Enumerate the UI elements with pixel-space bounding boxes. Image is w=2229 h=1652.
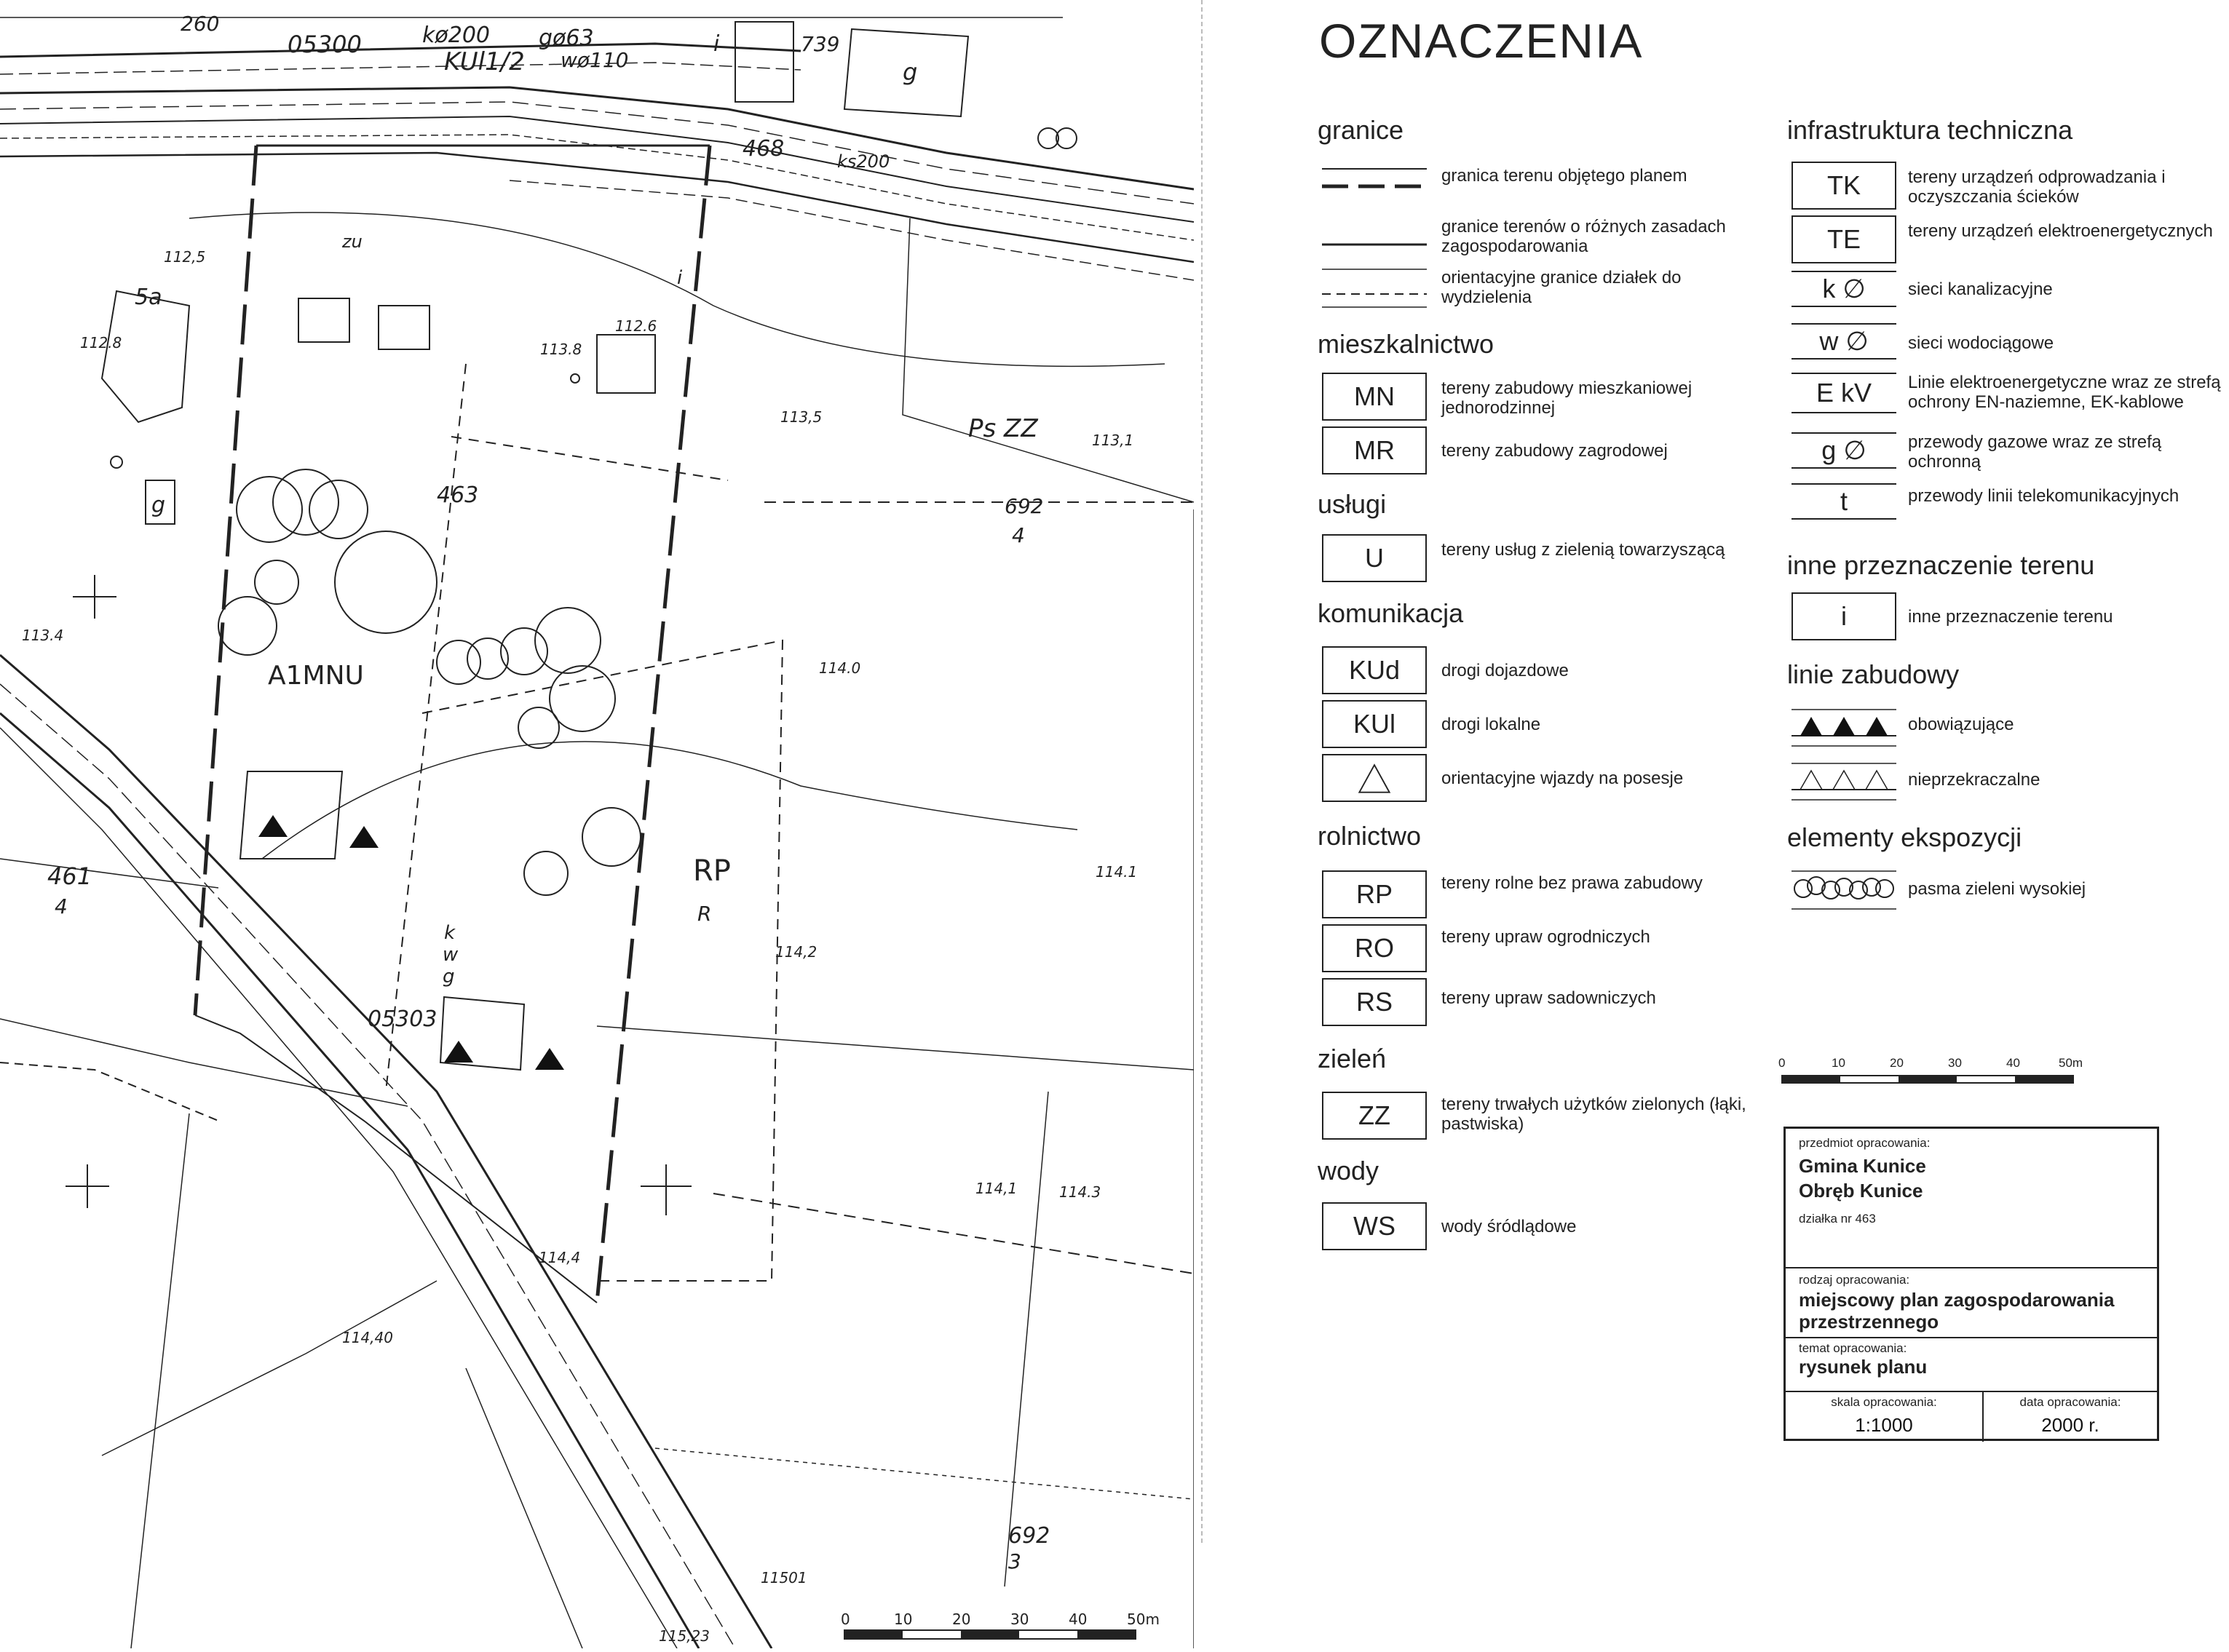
legend-symbol-k: k ∅: [1791, 271, 1896, 307]
legend-section-inne: inne przeznaczenie terenu: [1787, 550, 2095, 580]
map-label-113-8: 113.8: [540, 341, 582, 358]
map-label-468: 468: [743, 136, 785, 162]
map-label-113-4: 113.4: [22, 627, 64, 644]
legend-symbol-tk: TK: [1791, 162, 1896, 210]
map-label-i-top: i: [713, 31, 720, 57]
legend-symbol-t: t: [1791, 483, 1896, 520]
legend-desc: wody śródlądowe: [1441, 1217, 1577, 1236]
map-scale-tick: 50m: [1127, 1611, 1160, 1628]
legend-desc: tereny rolne bez prawa zabudowy: [1441, 873, 1703, 893]
plan-boundary-symbol: [1322, 162, 1427, 210]
nonexceedable-building-line-symbol: [1791, 757, 1896, 805]
map-label-461: 461: [47, 862, 92, 890]
legend-symbol-i: i: [1791, 592, 1896, 640]
map-label-692b: 692: [1008, 1523, 1050, 1549]
legend-desc: tereny zabudowy zagrodowej: [1441, 441, 1668, 461]
map-label-739: 739: [801, 32, 840, 56]
legend-desc: granica terenu objętego planem: [1441, 166, 1687, 186]
legend-item: [1318, 870, 1754, 918]
legend-item: [1318, 1202, 1754, 1250]
legend-item: [1318, 162, 1754, 210]
date-label: data opracowania:: [2019, 1395, 2121, 1409]
legend-item: [1318, 213, 1754, 261]
page-divider: [1201, 0, 1203, 1543]
legend-desc: orientacyjne granice działek do wydzielenia: [1441, 268, 1682, 307]
legend-scale-tick: 20: [1890, 1056, 1904, 1070]
legend-section-uslugi: usługi: [1318, 489, 1387, 519]
legend-item: [1318, 1092, 1754, 1140]
legend-item: [1318, 646, 1754, 694]
map-label-114-1b: 114,1: [975, 1180, 1018, 1197]
map-label-05303: 05303: [368, 1006, 438, 1032]
legend-desc: drogi dojazdowe: [1441, 661, 1569, 680]
legend-section-komunikacja: komunikacja: [1318, 598, 1464, 628]
legend-scale-tick: 0: [1778, 1056, 1786, 1070]
legend-symbol-zz: ZZ: [1322, 1092, 1427, 1140]
plot-label: A1MNU: [268, 661, 364, 691]
legend-symbol-mn: MN: [1322, 373, 1427, 421]
legend-item: [1787, 215, 2224, 263]
map-scale-tick: 10: [894, 1611, 913, 1628]
zone-boundary-symbol: [1322, 213, 1427, 261]
type-line-2: przestrzennego: [1799, 1311, 1939, 1333]
legend-section-mieszkalnictwo: mieszkalnictwo: [1318, 329, 1494, 359]
legend-section-wody: wody: [1318, 1156, 1379, 1186]
entrance-triangle-symbol: [1322, 754, 1427, 802]
map-label-r: R: [697, 902, 712, 926]
map-label-ps-zz: Ps ZZ: [968, 414, 1038, 443]
tall-greenery-symbol: [1791, 866, 1896, 914]
title-block-row-type: [1786, 1267, 2157, 1333]
topic-label: temat opracowania:: [1799, 1341, 1907, 1355]
legend-item: [1787, 271, 2224, 311]
legend-section-linie-zabudowy: linie zabudowy: [1787, 659, 1960, 689]
date-value: 2000 r.: [2041, 1414, 2099, 1436]
map-scale-tick: 0: [841, 1611, 850, 1628]
map-label-115-23: 115,23: [659, 1627, 710, 1645]
scale-label: skala opracowania:: [1831, 1395, 1937, 1409]
map-label-i-mid: i: [677, 267, 683, 289]
legend-scale-bar: [1776, 1048, 2097, 1092]
legend-desc: sieci kanalizacyjne: [1908, 279, 2053, 299]
legend-item: [1318, 754, 1754, 802]
map-label-g-top: g: [903, 58, 918, 86]
topic-value: rysunek planu: [1799, 1356, 1928, 1378]
legend-item: [1318, 924, 1754, 972]
legend-section-granice: granice: [1318, 115, 1404, 145]
legend-item: [1787, 592, 2224, 640]
legend-desc: przewody linii telekomunikacyjnych: [1908, 486, 2179, 506]
legend-symbol-ekv: E kV: [1791, 373, 1896, 413]
map-label-05300: 05300: [288, 31, 362, 58]
legend-desc: pasma zieleni wysokiej: [1908, 879, 2086, 899]
map-label-692a: 692: [1005, 494, 1044, 518]
legend-section-infrastruktura: infrastruktura techniczna: [1787, 115, 2073, 145]
date-cell: [1984, 1392, 2157, 1442]
legend-item: [1787, 483, 2224, 524]
map-label-114-3: 114.3: [1059, 1183, 1101, 1201]
map-label-k: k: [444, 922, 456, 944]
legend-desc: tereny trwałych użytków zielonych (łąki, pastwiska): [1441, 1095, 1746, 1134]
legend-desc: tereny urządzeń elektroenergetycznych: [1908, 221, 2213, 241]
map-label-w: w: [443, 944, 459, 966]
legend-scale-tick: 50m: [2059, 1056, 2083, 1070]
legend-desc: tereny usług z zielenią towarzyszącą: [1441, 540, 1725, 560]
map-label-113-1: 113,1: [1092, 432, 1134, 449]
scale-cell: [1786, 1392, 1984, 1442]
map-label-3: 3: [1008, 1549, 1021, 1573]
legend-scale-tick: 10: [1832, 1056, 1845, 1070]
map-label-114-40: 114,40: [342, 1329, 393, 1346]
map-label-kd200: kø200: [422, 23, 490, 48]
legend-section-zielen: zieleń: [1318, 1044, 1387, 1073]
title-block-row-topic: [1786, 1337, 2157, 1378]
map-label-g: g: [443, 966, 455, 988]
legend-item: [1787, 757, 2224, 798]
map-label-4b: 4: [55, 894, 68, 918]
map-label-114-4: 114,4: [539, 1249, 581, 1266]
legend-section-ekspozycja: elementy ekspozycji: [1787, 822, 2022, 852]
map-label-gd63: gø63: [539, 25, 594, 51]
map-label-113-5: 113,5: [780, 408, 823, 426]
legend-symbol-te: TE: [1791, 215, 1896, 263]
map-label-rp: RP: [693, 854, 731, 888]
title-block-row-scale-date: [1786, 1391, 2157, 1443]
scale-value: 1:1000: [1855, 1414, 1913, 1436]
legend-desc: granice terenów o różnych zasadach zagospodarowania: [1441, 217, 1726, 256]
legend-symbol-kud: KUd: [1322, 646, 1427, 694]
legend-desc: drogi lokalne: [1441, 715, 1541, 734]
legend-desc: tereny urządzeń odprowadzania i oczyszczania ścieków: [1908, 167, 2166, 207]
legend-section-rolnictwo: rolnictwo: [1318, 821, 1422, 851]
legend-symbol-ws: WS: [1322, 1202, 1427, 1250]
parcel-boundary-symbol: [1322, 263, 1427, 311]
map-label-114-0: 114.0: [819, 659, 861, 677]
map-label-463: 463: [437, 483, 479, 508]
parcel-number: działka nr 463: [1799, 1212, 1876, 1226]
map-scale-tick: 40: [1069, 1611, 1088, 1628]
map-label-114-2: 114,2: [775, 943, 817, 961]
map-label-zu: zu: [342, 231, 363, 252]
legend-desc: Linie elektroenergetyczne wraz ze strefą ochrony EN-naziemne, EK-kablowe: [1908, 373, 2221, 412]
legend-item: [1318, 978, 1754, 1026]
legend-scale-tick: 30: [1948, 1056, 1962, 1070]
type-line-1: miejscowy plan zagospodarowania: [1799, 1289, 2115, 1311]
subject-line-2: Obręb Kunice: [1799, 1180, 1923, 1202]
legend-item: [1787, 432, 2224, 473]
map-label-4a: 4: [1012, 523, 1025, 547]
map-label-wd110: wø110: [561, 48, 629, 72]
legend-desc: obowiązujące: [1908, 715, 2014, 734]
legend-symbol-w: w ∅: [1791, 323, 1896, 360]
type-label: rodzaj opracowania:: [1799, 1273, 1910, 1287]
legend-desc: przewody gazowe wraz ze strefą ochronną: [1908, 432, 2162, 472]
legend-desc: sieci wodociągowe: [1908, 333, 2054, 353]
legend-item: [1787, 162, 2224, 210]
map-label-g-left: g: [151, 493, 166, 518]
legend-desc: nieprzekraczalne: [1908, 770, 2040, 790]
legend-desc: orientacyjne wjazdy na posesje: [1441, 769, 1684, 788]
subject-line-1: Gmina Kunice: [1799, 1155, 1926, 1177]
legend-item: [1318, 263, 1754, 311]
legend-item: [1787, 703, 2224, 744]
legend-desc: tereny upraw sadowniczych: [1441, 988, 1656, 1008]
map-label-11501: 11501: [761, 1569, 807, 1587]
legend-title: OZNACZENIA: [1319, 14, 1644, 68]
map-label-ks200: ks200: [837, 151, 890, 172]
legend-item: [1318, 534, 1754, 582]
legend-desc: tereny upraw ogrodniczych: [1441, 927, 1650, 947]
map-scale-tick: 30: [1010, 1611, 1029, 1628]
legend-item: [1318, 700, 1754, 748]
map-label-112-8: 112.8: [80, 334, 122, 352]
map-label-112-6: 112.6: [615, 317, 657, 335]
legend-symbol-u: U: [1322, 534, 1427, 582]
legend-symbol-g: g ∅: [1791, 432, 1896, 469]
map-scale-tick: 20: [952, 1611, 971, 1628]
legend-item: [1787, 866, 2224, 910]
map-label-5a: 5a: [135, 285, 162, 310]
map-label-kul: KUl1/2: [444, 47, 525, 76]
legend-desc: inne przeznaczenie terenu: [1908, 607, 2113, 627]
legend-item: [1787, 373, 2224, 416]
legend-item: [1787, 323, 2224, 364]
legend-symbol-rs: RS: [1322, 978, 1427, 1026]
legend-symbol-ro: RO: [1322, 924, 1427, 972]
legend-scale-tick: 40: [2006, 1056, 2020, 1070]
legend-symbol-kul: KUl: [1322, 700, 1427, 748]
legend-item: [1318, 426, 1754, 474]
map-scale-bar: [841, 1611, 1160, 1639]
title-block: [1783, 1127, 2159, 1441]
map-label-112-5: 112,5: [164, 248, 206, 266]
legend-item: [1318, 373, 1754, 421]
map-label-260: 260: [181, 12, 220, 36]
legend-symbol-rp: RP: [1322, 870, 1427, 918]
obligatory-building-line-symbol: [1791, 703, 1896, 751]
subject-label: przedmiot opracowania:: [1799, 1136, 1931, 1150]
map-label-114-1: 114.1: [1096, 863, 1138, 881]
legend-desc: tereny zabudowy mieszkaniowej jednorodzinnej: [1441, 378, 1692, 418]
legend-symbol-mr: MR: [1322, 426, 1427, 474]
